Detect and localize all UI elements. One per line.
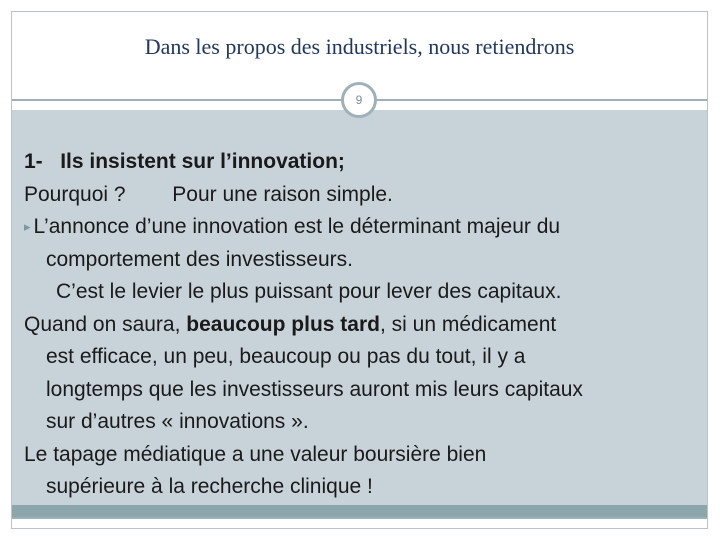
p2-bold: beaucoup plus tard (186, 312, 380, 336)
slide-content (24, 146, 714, 504)
paragraph2-line1 (24, 309, 714, 342)
slide-title: Dans les propos des industriels, nous retiendrons (144, 34, 575, 59)
heading-text: Ils insistent sur l’innovation; (60, 150, 345, 173)
paragraph3-line1: Le tapage médiatique a une valeur boursière bien (24, 442, 487, 466)
bullet-text-1: L’annonce d’une innovation est le déterminant majeur du (33, 215, 561, 238)
bottom-bar (12, 505, 707, 519)
paragraph3-line2: supérieure à la recherche clinique ! (46, 475, 373, 498)
bullet-line-2: comportement des investisseurs. (46, 247, 353, 271)
paragraph2-line3: longtemps que les investisseurs auront mis leurs capitaux (46, 377, 583, 401)
bullet-line-1 (24, 211, 714, 244)
heading (24, 146, 714, 179)
why-line (24, 179, 714, 212)
page-number: 9 (341, 82, 377, 118)
p2-pre: Quand on saura, (24, 312, 187, 336)
bullet-arrow-icon: ▸ (24, 219, 31, 234)
paragraph2-line4: sur d’autres « innovations ». (46, 410, 309, 433)
heading-number: 1- (24, 150, 43, 173)
why-question: Pourquoi ? (24, 182, 126, 206)
p2-post: , si un médicament (379, 312, 557, 336)
lever-line: C’est le levier le plus puissant pour lever des capitaux. (56, 280, 562, 303)
paragraph2-line2: est efficace, un peu, beaucoup ou pas du tout, il y a (46, 345, 526, 368)
why-answer: Pour une raison simple. (172, 182, 393, 206)
